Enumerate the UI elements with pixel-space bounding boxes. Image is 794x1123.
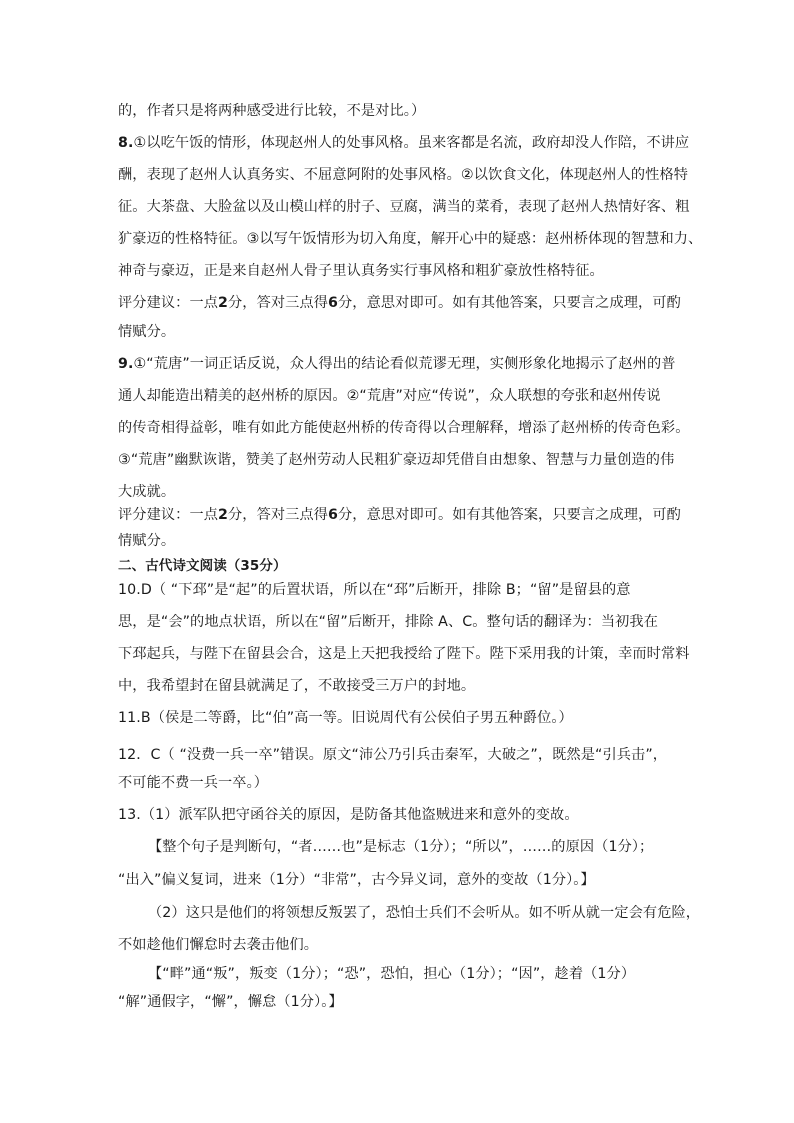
answer-12-line: 12．C（ “没费一兵一卒”错误。原文“沛公乃引兵击秦军，大破之”，既然是“引兵击”，	[118, 747, 668, 763]
text-line: 神奇与豪迈，正是来自赵州人骨子里认真务实行事风格和粗犷豪放性格特征。	[118, 263, 604, 279]
text-line: 【“畔”通“叛”，叛变（1分）；“恐”，恐怕，担心（1分）；“因”，趁着（1分）	[148, 966, 636, 982]
text-span: 评分建议：一点	[118, 295, 219, 311]
text-line: 不如趁他们懈怠时去袭击他们。	[118, 937, 319, 953]
text-line: 酬，表现了赵州人认真务实、不屈意阿附的处事风格。②以饮食文化，体现赵州人的性格特	[118, 167, 689, 183]
text-line: 不可能不费一兵一卒。）	[118, 775, 269, 791]
answer-11-line: 11.B（侯是二等爵，比“伯”高一等。旧说周代有公侯伯子男五种爵位。）	[118, 710, 573, 726]
text-line: 犷豪迈的性格特征。③以写午饭情形为切入角度，解开心中的疑惑：赵州桥体现的智慧和力、	[118, 231, 703, 247]
text-line: 的传奇相得益彰，唯有如此方能使赵州桥的传奇得以合理解释，增添了赵州桥的传奇色彩。	[118, 420, 690, 436]
question-number: 9.	[118, 356, 134, 372]
text-span: 评分建议：一点	[118, 507, 219, 523]
text-span: ①“荒唐”一词正话反说，众人得出的结论看似荒谬无理，实侧形象化地揭示了赵州的普	[133, 356, 676, 372]
text-line: 思，是“会”的地点状语，所以在“留”后断开，排除 A、C。整句话的翻译为：当初我在	[118, 614, 658, 630]
text-line: 下邳起兵，与陛下在留县会合，这是上天把我授给了陛下。陛下采用我的计策，幸而时常料	[118, 646, 690, 662]
section-heading: 二、古代诗文阅读（35分）	[118, 558, 287, 574]
score-number: 6	[328, 295, 338, 311]
text-line: 大成就。	[118, 484, 176, 500]
text-span: 分，意思对即可。如有其他答案，只要言之成理，可酌	[338, 295, 681, 311]
text-line: “出入”偏义复词，进来（1分）“非常”，古今异义词，意外的变故（1分）。】	[118, 872, 595, 888]
text-span: ①以吃午饭的情形，体现赵州人的处事风格。虽来客都是名流，政府却没人作陪，不讲应	[133, 135, 690, 151]
score-number: 6	[328, 507, 338, 523]
text-span: 分，意思对即可。如有其他答案，只要言之成理，可酌	[338, 507, 681, 523]
answer-9-line	[118, 354, 678, 374]
text-line: ③“荒唐”幽默诙谐，赞美了赵州劳动人民粗犷豪迈却凭借自由想象、智慧与力量创造的伟	[118, 452, 675, 468]
answer-10-line: 10.D（ “下邳”是“起”的后置状语，所以在“邳”后断开，排除 B；“留”是留县的意	[118, 582, 631, 598]
score-number: 2	[218, 295, 228, 311]
text-line: （2）这只是他们的将领想反叛罢了，恐怕士兵们不会听从。如不听从就一定会有危险，	[148, 905, 701, 921]
answer-8-line	[118, 133, 690, 153]
text-span: 分，答对三点得	[228, 295, 329, 311]
text-line: 情赋分。	[118, 533, 176, 549]
scoring-note	[118, 505, 681, 525]
text-line: “解”通假字，“懈”，懈怠（1分）。】	[118, 994, 343, 1010]
text-line: 的，作者只是将两种感受进行比较，不是对比。）	[118, 103, 426, 119]
question-number: 8.	[118, 135, 134, 151]
text-span: 分，答对三点得	[228, 507, 329, 523]
text-line: 中，我希望封在留县就满足了，不敢接受三万户的封地。	[118, 678, 476, 694]
scoring-note	[118, 293, 681, 313]
score-number: 2	[218, 507, 228, 523]
text-line: 【整个句子是判断句，“者……也”是标志（1分）；“所以”，……的原因（1分）；	[148, 839, 654, 855]
text-line: 情赋分。	[118, 324, 176, 340]
text-line: 通人却能造出精美的赵州桥的原因。②“荒唐”对应“传说”，众人联想的夸张和赵州传说	[118, 388, 661, 404]
answer-13-line: 13.（1）派军队把守函谷关的原因，是防备其他盗贼进来和意外的变故。	[118, 807, 579, 823]
text-line: 征。大茶盘、大脸盆以及山模山样的肘子、豆腐，满当的菜肴，表现了赵州人热情好客、粗	[118, 199, 690, 215]
